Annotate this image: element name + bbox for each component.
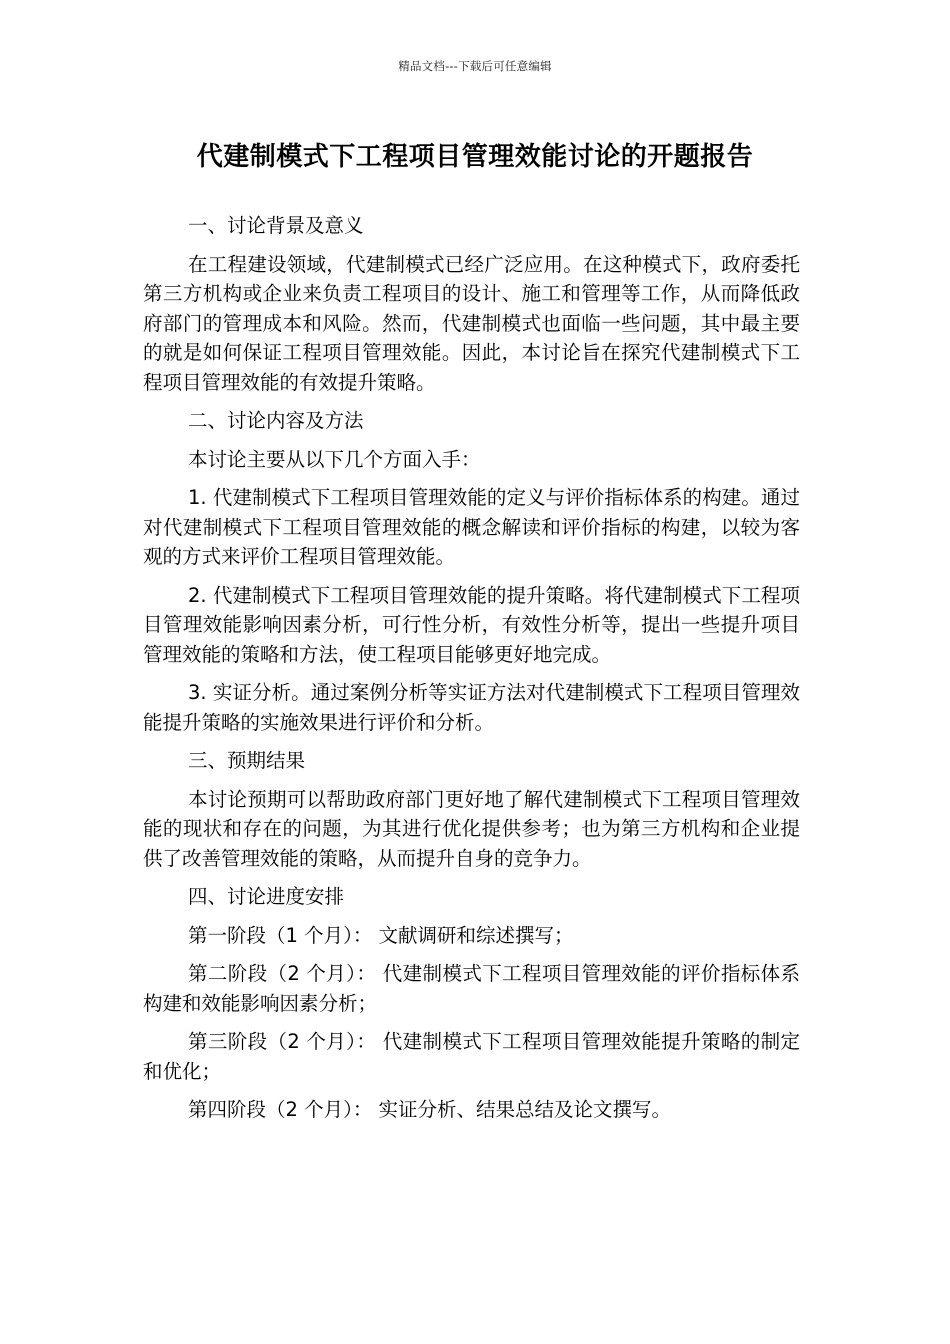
list-item-3: 3. 实证分析。通过案例分析等实证方法对代建制模式下工程项目管理效能提升策略的实施效果进行评价和分析。: [143, 681, 800, 734]
list-item-1: 1. 代建制模式下工程项目管理效能的定义与评价指标体系的构建。通过对代建制模式下工程项目管理效能的概念解读和评价指标的构建，以较为客观的方式来评价工程项目管理效能。: [143, 486, 800, 568]
section-heading-content-method: 二、讨论内容及方法: [188, 409, 364, 432]
page-header: 精品文档---下载后可任意编辑: [398, 59, 552, 73]
schedule-stage-3: 第三阶段（2 个月）： 代建制模式下工程项目管理效能提升策略的制定和优化；: [143, 1030, 800, 1083]
section-heading-schedule: 四、讨论进度安排: [188, 885, 345, 908]
schedule-stage-2: 第二阶段（2 个月）： 代建制模式下工程项目管理效能的评价指标体系构建和效能影响因素分析；: [143, 962, 800, 1015]
document-title: 代建制模式下工程项目管理效能讨论的开题报告: [196, 142, 754, 172]
document-body: [143, 211, 800, 1134]
list-item-2: 2. 代建制模式下工程项目管理效能的提升策略。将代建制模式下工程项目管理效能影响因素分析，可行性分析，有效性分析等，提出一些提升项目管理效能的策略和方法，使工程项目能够更好地完成。: [143, 583, 800, 666]
paragraph-expected-results: 本讨论预期可以帮助政府部门更好地了解代建制模式下工程项目管理效能的现状和存在的问题，为其进行优化提供参考；也为第三方机构和企业提供了改善管理效能的策略，从而提升自身的竞争力。: [143, 787, 800, 870]
schedule-stage-1: 第一阶段（1 个月）： 文献调研和综述撰写；: [188, 923, 574, 947]
paragraph-background: 在工程建设领域，代建制模式已经广泛应用。在这种模式下，政府委托第三方机构或企业来负责工程项目的设计、施工和管理等工作，从而降低政府部门的管理成本和风险。然而，代建制模式也面临一些问题，其中最主要的就是如何保证工程项目管理效能。因此，本讨论旨在探究代建制模式下工程项目管理效能的有效提升策略。: [143, 252, 800, 394]
paragraph-intro-aspects: 本讨论主要从以下几个方面入手：: [188, 447, 481, 471]
section-heading-expected-results: 三、预期结果: [188, 749, 306, 772]
section-heading-background: 一、讨论背景及意义: [188, 214, 364, 237]
schedule-stage-4: 第四阶段（2 个月）： 实证分析、结果总结及论文撰写。: [188, 1098, 672, 1121]
